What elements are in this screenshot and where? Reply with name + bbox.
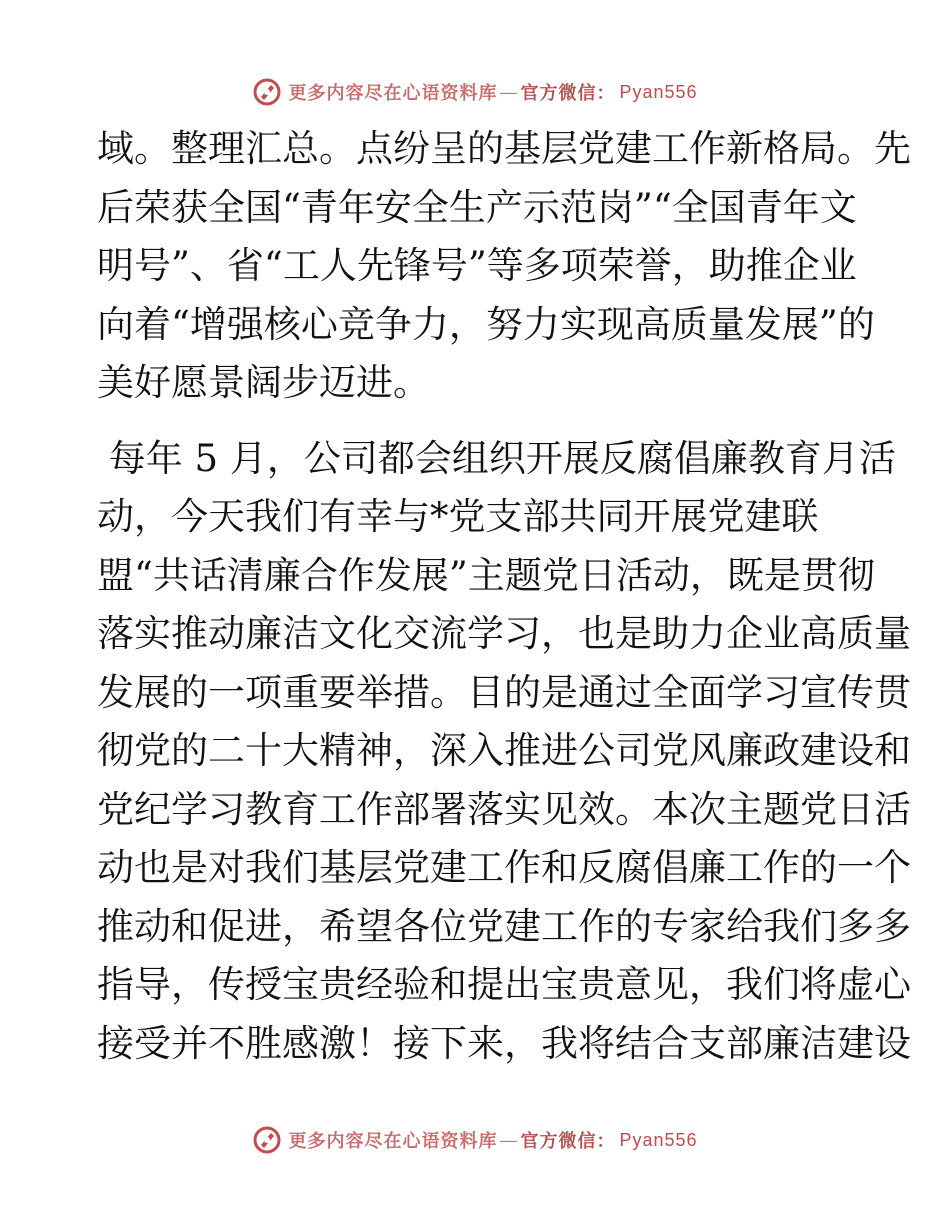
text-line: 接受并不胜感激！接下来，我将结合支部廉洁建设 [97,1021,911,1065]
text-line: 指导，传授宝贵经验和提出宝贵意见，我们将虚心 [97,963,911,1006]
watermark-text: 更多内容尽在心语资料库 [288,83,498,104]
watermark-text: 更多内容尽在心语资料库 [288,1131,498,1152]
text-line: 每年 5 月，公司都会组织开展反腐倡廉教育月活 [97,436,896,480]
logo-icon [252,77,282,107]
watermark-wechat-id: Pyan556 [619,1129,698,1150]
header-watermark [0,72,950,112]
text-line: 落实推动廉洁文化交流学习，也是助力企业高质量 [97,612,911,655]
watermark-wechat-label: 官方微信： [520,1131,616,1152]
text-line: 党纪学习教育工作部署落实见效。本次主题党日活 [97,787,911,831]
text-line: 盟“共话清廉合作发展”主题党日活动，既是贯彻 [97,553,875,597]
paragraph-1 [97,120,911,413]
text-line: 推动和促进，希望各位党建工作的专家给我们多多 [97,904,911,948]
footer-watermark [0,1120,950,1160]
document-body [97,120,911,1073]
watermark-wechat-label: 官方微信： [520,83,616,104]
text-line: 向着“增强核心竞争力，努力实现高质量发展”的 [97,302,875,346]
text-line: 动也是对我们基层党建工作和反腐倡廉工作的一个 [97,846,911,889]
text-line: 彻党的二十大精神，深入推进公司党风廉政建设和 [97,729,911,772]
text-line: 后荣获全国“青年安全生产示范岗”“全国青年文 [97,185,857,229]
logo-icon [252,1125,282,1155]
paragraph-2 [97,430,911,1074]
text-line: 发展的一项重要举措。目的是通过全面学习宣传贯 [97,670,911,714]
watermark-wechat-id: Pyan556 [619,81,698,102]
text-line: 域。整理汇总。点纷呈的基层党建工作新格局。先 [97,127,911,170]
text-line: 明号”、省“工人先锋号”等多项荣誉，助推企业 [97,244,857,287]
watermark-separator: — [499,1129,519,1151]
watermark-separator: — [499,81,519,103]
text-line: 动，今天我们有幸与*党支部共同开展党建联 [97,495,819,538]
text-line: 美好愿景阔步迈进。 [97,361,430,404]
